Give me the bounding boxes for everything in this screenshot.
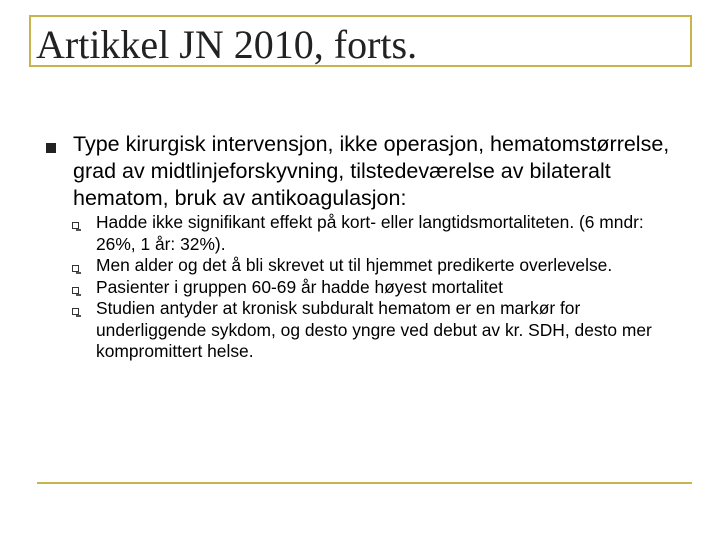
sub-bullet-list <box>72 212 686 363</box>
sub-bullet-text: Studien antyder at kronisk subduralt hematom er en markør for underliggende sykdom, og desto yngre ved debut av kr. SDH, desto mer kompromittert helse. <box>96 298 652 361</box>
bullet-item <box>46 128 686 212</box>
hollow-square-bullet-icon <box>72 308 79 315</box>
sub-bullet-item <box>72 255 686 277</box>
frame-right-border <box>690 15 692 65</box>
hollow-square-bullet-icon <box>72 265 79 272</box>
hollow-square-bullet-icon <box>72 222 79 229</box>
frame-top-border <box>29 15 692 17</box>
footer-rule <box>37 482 692 484</box>
slide-title: Artikkel JN 2010, forts. <box>36 22 418 67</box>
sub-bullet-item <box>72 298 686 363</box>
square-bullet-icon <box>46 143 56 153</box>
bullet-text: Type kirurgisk intervensjon, ikke operasjon, hematomstørrelse, grad av midtlinjeforskyvning, tilstedeværelse av bilateralt hematom, bruk av antikoagulasjon: <box>73 132 670 210</box>
sub-bullet-text: Men alder og det å bli skrevet ut til hjemmet predikerte overlevelse. <box>96 255 613 275</box>
sub-bullet-text: Hadde ikke signifikant effekt på kort- eller langtidsmortaliteten. (6 mndr: 26%, 1 år: 32%). <box>96 212 644 254</box>
hollow-square-bullet-icon <box>72 287 79 294</box>
sub-bullet-item <box>72 277 686 299</box>
slide-content <box>46 128 686 363</box>
sub-bullet-item <box>72 212 686 255</box>
frame-left-border <box>29 15 31 65</box>
sub-bullet-text: Pasienter i gruppen 60-69 år hadde høyest mortalitet <box>96 276 503 297</box>
